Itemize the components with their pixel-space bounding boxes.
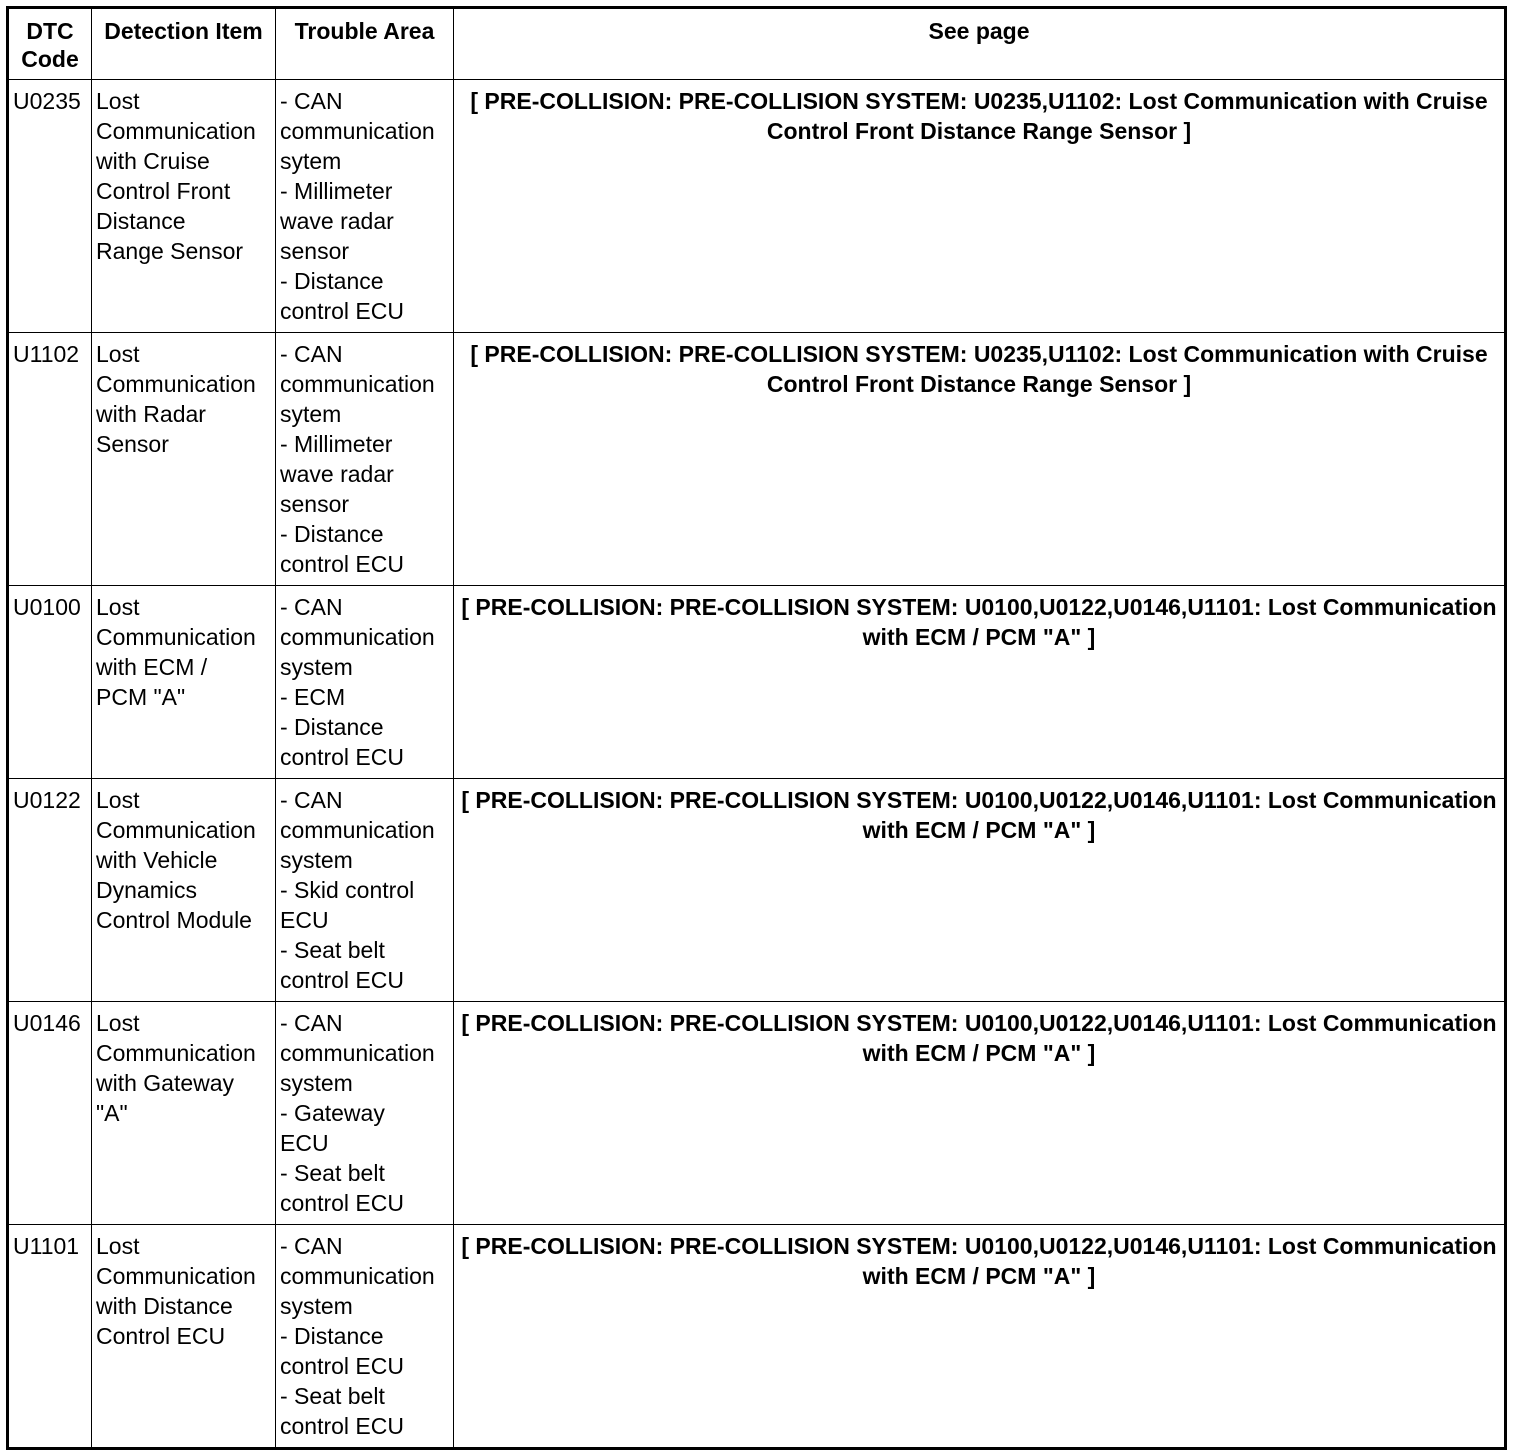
cell-line: - CAN [280,1233,343,1259]
detection-item-cell [92,1002,276,1225]
cell-line: Dynamics [96,877,197,903]
cell-line: with Radar [96,401,206,427]
see-page-link[interactable]: [ PRE-COLLISION: PRE-COLLISION SYSTEM: U0235,U1102: Lost Communication with Cruise Control Front Distance Range Sensor ] [454,333,1506,586]
detection-item-cell [92,779,276,1002]
cell-line: with Cruise [96,148,210,174]
cell-line: - Distance [280,521,384,547]
header-trouble-area: Trouble Area [276,8,454,80]
cell-line: - Distance [280,714,384,740]
cell-line: Sensor [96,431,169,457]
dtc-code-cell: U0146 [8,1002,92,1225]
cell-line: - Skid control [280,877,415,903]
cell-line: control ECU [280,744,404,770]
cell-line: sensor [280,491,350,517]
cell-line: - CAN [280,594,343,620]
cell-line: communication [280,1040,435,1066]
table-row [8,80,1506,333]
see-page-link[interactable]: [ PRE-COLLISION: PRE-COLLISION SYSTEM: U0235,U1102: Lost Communication with Cruise Control Front Distance Range Sensor ] [454,80,1506,333]
cell-line: "A" [96,1100,128,1126]
see-page-link[interactable]: [ PRE-COLLISION: PRE-COLLISION SYSTEM: U0100,U0122,U0146,U1101: Lost Communication with ECM / PCM "A" ] [454,1225,1506,1449]
cell-line: - CAN [280,787,343,813]
cell-line: sytem [280,401,342,427]
cell-line: communication [280,817,435,843]
cell-line: Lost [96,1010,140,1036]
cell-line: with Distance [96,1293,233,1319]
cell-line: Lost [96,787,140,813]
cell-line: Control Module [96,907,252,933]
header-dtc-code [8,8,92,80]
cell-line: - Distance [280,268,384,294]
cell-line: with ECM / [96,654,208,680]
cell-line: Control Front [96,178,231,204]
cell-line: sensor [280,238,350,264]
cell-line: control ECU [280,1413,404,1439]
table-header-row [8,8,1506,80]
table-row [8,333,1506,586]
cell-line: Communication [96,817,256,843]
cell-line: PCM "A" [96,684,186,710]
cell-line: Distance [96,208,186,234]
cell-line: Range Sensor [96,238,244,264]
cell-line: sytem [280,148,342,174]
dtc-code-cell: U0235 [8,80,92,333]
trouble-area-cell [276,333,454,586]
dtc-code-cell: U0122 [8,779,92,1002]
cell-line: system [280,1070,353,1096]
cell-line: Lost [96,341,140,367]
cell-line: Communication [96,1263,256,1289]
cell-line: - CAN [280,88,343,114]
cell-line: system [280,847,353,873]
header-see-page: See page [454,8,1506,80]
see-page-link[interactable]: [ PRE-COLLISION: PRE-COLLISION SYSTEM: U0100,U0122,U0146,U1101: Lost Communication with ECM / PCM "A" ] [454,1002,1506,1225]
cell-line: Lost [96,1233,140,1259]
cell-line: Control ECU [96,1323,226,1349]
cell-line: wave radar [280,461,394,487]
cell-line: communication [280,624,435,650]
cell-line: - Seat belt [280,1383,385,1409]
dtc-code-cell: U1101 [8,1225,92,1449]
cell-line: - Millimeter [280,178,393,204]
trouble-area-cell [276,80,454,333]
cell-line: system [280,1293,353,1319]
cell-line: Communication [96,624,256,650]
cell-line: with Gateway [96,1070,235,1096]
dtc-code-cell: U0100 [8,586,92,779]
cell-line: communication [280,371,435,397]
dtc-table [6,6,1507,1450]
header-dtc-code-line2: Code [21,46,79,72]
cell-line: communication [280,118,435,144]
cell-line: control ECU [280,1353,404,1379]
trouble-area-cell [276,779,454,1002]
detection-item-cell [92,80,276,333]
see-page-link[interactable]: [ PRE-COLLISION: PRE-COLLISION SYSTEM: U0100,U0122,U0146,U1101: Lost Communication with ECM / PCM "A" ] [454,586,1506,779]
cell-line: - Distance [280,1323,384,1349]
cell-line: Lost [96,88,140,114]
detection-item-cell [92,333,276,586]
detection-item-cell [92,1225,276,1449]
trouble-area-cell [276,586,454,779]
cell-line: system [280,654,353,680]
cell-line: - CAN [280,1010,343,1036]
cell-line: ECU [280,907,329,933]
table-row [8,1002,1506,1225]
cell-line: - CAN [280,341,343,367]
cell-line: - Seat belt [280,937,385,963]
table-row [8,1225,1506,1449]
table-row [8,586,1506,779]
cell-line: - Gateway [280,1100,385,1126]
table-row [8,779,1506,1002]
trouble-area-cell [276,1225,454,1449]
trouble-area-cell [276,1002,454,1225]
cell-line: control ECU [280,551,404,577]
cell-line: communication [280,1263,435,1289]
header-dtc-code-line1: DTC [26,18,74,44]
cell-line: control ECU [280,1190,404,1216]
dtc-code-cell: U1102 [8,333,92,586]
header-detection-item: Detection Item [92,8,276,80]
cell-line: ECU [280,1130,329,1156]
see-page-link[interactable]: [ PRE-COLLISION: PRE-COLLISION SYSTEM: U0100,U0122,U0146,U1101: Lost Communication with ECM / PCM "A" ] [454,779,1506,1002]
cell-line: Communication [96,118,256,144]
cell-line: Communication [96,1040,256,1066]
cell-line: control ECU [280,298,404,324]
cell-line: wave radar [280,208,394,234]
cell-line: Lost [96,594,140,620]
cell-line: control ECU [280,967,404,993]
cell-line: - ECM [280,684,346,710]
cell-line: - Millimeter [280,431,393,457]
detection-item-cell [92,586,276,779]
cell-line: Communication [96,371,256,397]
cell-line: with Vehicle [96,847,218,873]
cell-line: - Seat belt [280,1160,385,1186]
